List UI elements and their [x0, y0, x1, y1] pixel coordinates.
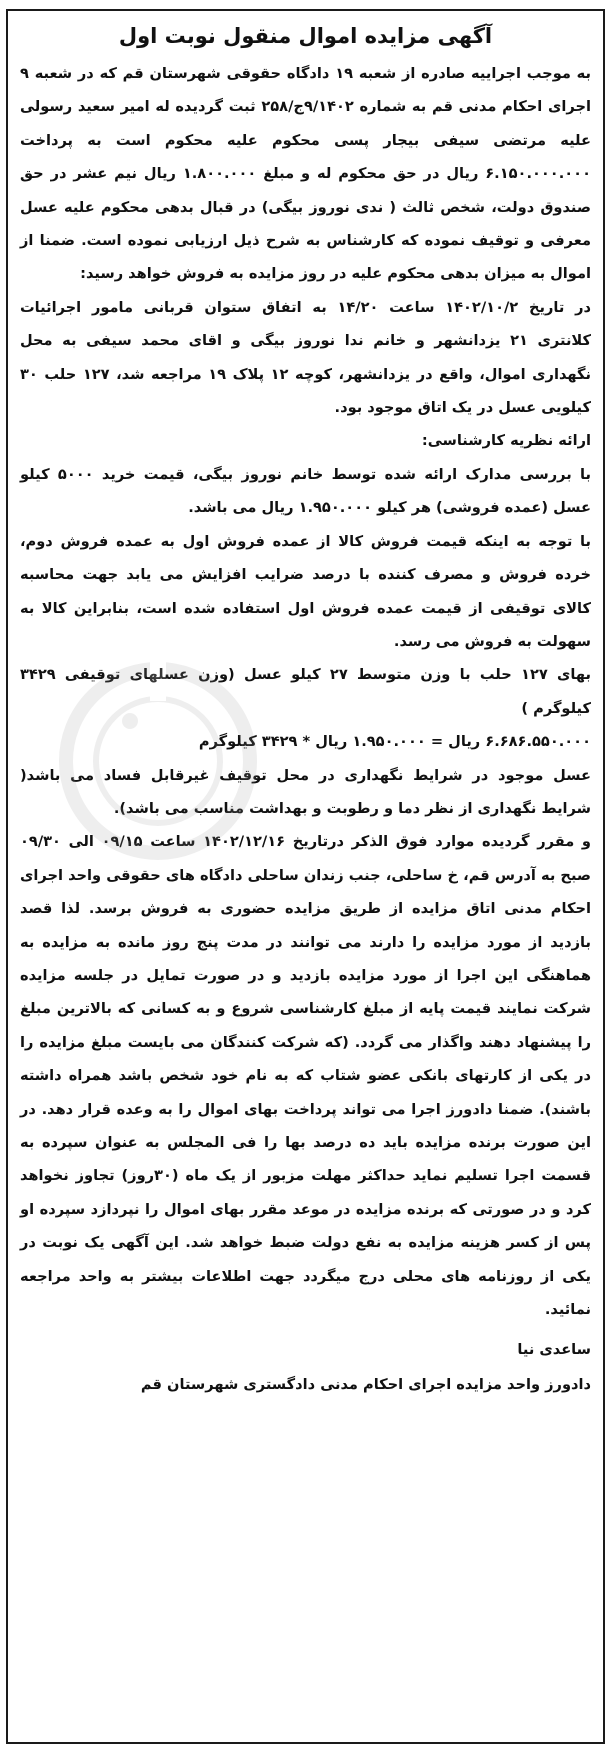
paragraph-storage: عسل موجود در شرایط نگهداری در محل توقیف غیرقابل فساد می باشد( شرایط نگهداری از نظر دما و رطوبت و بهداشت مناسب می باشد). — [20, 766, 591, 817]
paragraph-auction-terms: و مقرر گردیده موارد فوق الذکر درتاریخ ۱۴۰۲/۱۲/۱۶ ساعت ۰۹/۱۵ الی ۰۹/۳۰ صبح به آدرس قم، خ ساحلی، جنب زندان ساحلی دادگاه های حقوقی واحد اجرای احکام مدنی اتاق مزایده از طریق مزایده حضوری به فروش برسد. لذا قصد بازدید از مورد مزایده را دارند می توانند در مدت پنج روز مانده به مزایده به هماهنگی این اجرا از مورد مزایده بازدید و در صورت تمایل در جلسه مزایده شرکت نمایند قیمت پایه از مبلغ کارشناسی شروع و به کسانی که بالاترین مبلغ را پیشنهاد دهند واگذار می گردد. (که شرکت کنندگان می بایست مبلغ مزایده را در یکی از کارتهای بانکی عضو شتاب که به نام خود شخص باشد همراه داشته باشند). ضمنا دادورز اجرا می تواند پرداخت بهای اموال را به وعده قرار دهد. در این صورت برنده مزایده باید ده درصد بها را فی المجلس به عنوان سپرده به قسمت اجرا تسلیم نماید حداکثر مهلت مزبور از یک ماه (۳۰روز) تجاوز نخواهد کرد و در صورتی که برنده مزایده در موعد مقرر بهای اموال را نپردازد سپرده او پس از کسر هزینه مزایده به نفع دولت ضبط خواهد شد. این آگهی یک نوبت در یکی از روزنامه های محلی درج میگردد جهت اطلاعات بیشتر به واحد مراجعه نمائید. — [20, 833, 591, 1319]
signature-unit: دادورز واحد مزایده اجرای احکام مدنی دادگستری شهرستان قم — [140, 1376, 591, 1394]
paragraph-judgment: به موجب اجراییه صادره از شعبه ۱۹ دادگاه حقوقی شهرستان قم که در شعبه ۹ اجرای احکام مدنی قم به شماره ۹/۱۴۰۲ج/۲۵۸ ثبت گردیده له امیر سعید رسولی علیه مرتضی سیفی بیجار پسی محکوم علیه محکوم است به پرداخت ۶.۱۵۰.۰۰۰.۰۰۰ ریال در حق محکوم له و مبلغ ۱.۸۰۰.۰۰۰ ریال نیم عشر در حق صندوق دولت، شخص ثالث ( ندی نوروز بیگی) در قبال بدهی محکوم علیه عسل معرفی و توقیف نموده که کارشناس به شرح ذیل ارزیابی نموده است. ضمنا از اموال به میزان بدهی محکوم علیه در روز مزایده به فروش خواهد رسید: — [20, 65, 591, 283]
paragraph-expert-heading: ارائه نظریه کارشناسی: — [421, 432, 591, 450]
paragraph-calculation: ۶.۶۸۶.۵۵۰.۰۰۰ ریال = ۱.۹۵۰.۰۰۰ ریال * ۳۴۲۹ کیلوگرم — [198, 733, 591, 751]
paragraph-inspection: در تاریخ ۱۴۰۲/۱۰/۲ ساعت ۱۴/۲۰ به اتفاق ستوان قربانی مامور اجرائیات کلانتری ۲۱ یزدانشهر و خانم ندا نوروز بیگی و اقای محمد سیفی به محل نگهداری اموال، واقع در یزدانشهر، کوچه ۱۲ پلاک ۱۹ مراجعه شد، ۱۲۷ حلب ۳۰ کیلویی عسل در یک اتاق موجود بود. — [20, 298, 591, 417]
paragraph-quantity: بهای ۱۲۷ حلب با وزن متوسط ۲۷ کیلو عسل (وزن عسلهای توقیفی ۳۴۲۹ کیلوگرم ) — [20, 666, 592, 717]
paragraph-purchase-price: با بررسی مدارک ارائه شده توسط خانم نوروز بیگی، قیمت خرید ۵۰۰۰ کیلو عسل (عمده فروشی) هر کیلو ۱.۹۵۰.۰۰۰ ریال می باشد. — [20, 465, 591, 517]
notice-title: آگهی مزایده اموال منقول نوبت اول — [118, 24, 493, 48]
notice-frame — [6, 9, 605, 1744]
signature-name: ساعدی نیا — [517, 1341, 591, 1359]
notice-body — [20, 57, 591, 1326]
paragraph-pricing-basis: با توجه به اینکه قیمت فروش کالا از عمده فروش اول به عمده فروش دوم، خرده فروش و مصرف کننده با درصد ضرایب افزایش می یابد جهت محاسبه کالای توقیفی از قیمت عمده فروش اول استفاده شده است، بنابراین کالا به سهولت به فروش می رسد. — [20, 532, 591, 650]
